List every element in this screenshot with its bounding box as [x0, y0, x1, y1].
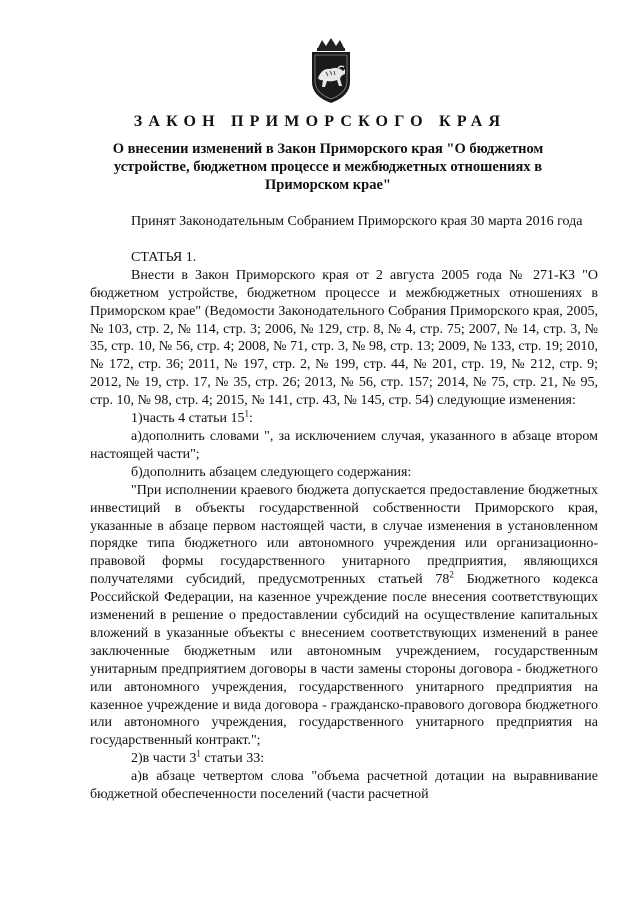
document-title: ЗАКОН ПРИМОРСКОГО КРАЯ	[133, 113, 507, 130]
item-1-superscript: 1	[244, 408, 249, 419]
item-1-suffix: :	[248, 411, 253, 427]
item-1a: а)дополнить словами ", за исключением случая, указанного в абзаце втором настоящей части";	[90, 428, 598, 462]
document-body	[90, 213, 598, 804]
article-heading: СТАТЬЯ 1.	[131, 249, 197, 265]
item-1	[90, 410, 598, 428]
item-2a: а)в абзаце четвертом слова "объема расчетной дотации на выравнивание бюджетной обеспеченности поселений (части расчетной	[90, 769, 598, 803]
adoption-note: Принят Законодательным Собранием Приморского края 30 марта 2016 года	[131, 214, 583, 229]
item-2-text: 2)в части 3	[131, 751, 197, 767]
coat-of-arms-icon	[308, 38, 354, 104]
item-2-suffix: статьи 33:	[200, 751, 265, 767]
item-1b: б)дополнить абзацем следующего содержания:	[131, 464, 412, 480]
item-2-superscript: 1	[196, 748, 201, 759]
quoted-superscript: 2	[449, 569, 454, 580]
quoted-text-part1: "При исполнении краевого бюджета допускается предоставление бюджетных инвестиций в объекты государственной собственности Приморского края, указанные в абзаце первом настоящей части, в случае изменения в установленном порядке типа бюджетного или автономного учреждения или организационно-правовой формы государственного унитарного предприятия, являющихся получателями субсидий, предусмотренных статьей 78	[90, 482, 598, 588]
item-2	[90, 750, 598, 768]
item-1-text: 1)часть 4 статьи 15	[131, 411, 245, 427]
intro-paragraph: Внести в Закон Приморского края от 2 августа 2005 года № 271-КЗ "О бюджетном устройстве, бюджетном процессе и межбюджетных отношениях в Приморском крае" (Ведомости Законодательного Собрания Приморского края, 2005, № 103, стр. 2, № 114, стр. 3; 2006, № 129, стр. 8, № 4, стр. 75; 2007, № 14, стр. 3, № 35, стр. 10, № 56, стр. 4; 2008, № 71, стр. 3, № 98, стр. 13; 2009, № 133, стр. 19; 2010, № 172, стр. 36; 2011, № 197, стр. 2, № 199, стр. 44, № 201, стр. 19, № 212, стр. 9; 2012, № 19, стр. 17, № 35, стр. 26; 2013, № 56, стр. 157; 2014, № 75, стр. 21, № 95, стр. 10, № 98, стр. 4; 2015, № 141, стр. 43, № 145, стр. 54) следующие изменения:	[90, 267, 598, 409]
document-subtitle: О внесении изменений в Закон Приморского края "О бюджетном устройстве, бюджетном процессе и межбюджетных отношениях в Приморском крае"	[112, 141, 544, 193]
quoted-paragraph	[90, 482, 598, 751]
quoted-text-part2: Бюджетного кодекса Российской Федерации, на казенное учреждение после внесения соответствующих изменений в решение о предоставлении субсидий на осуществление капитальных вложений в указанные объекты с внесением соответствующих изменений в ранее заключенные бюджетным или автономным учреждением, государственным унитарным предприятием договоры в части замены стороны договора - бюджетного или автономного учреждения, государственного унитарного предприятия на казенное учреждение и вида договора - гражданско-правового договора бюджетного или автономного учреждения, государственного унитарного предприятия на государственный контракт.";	[90, 572, 598, 749]
